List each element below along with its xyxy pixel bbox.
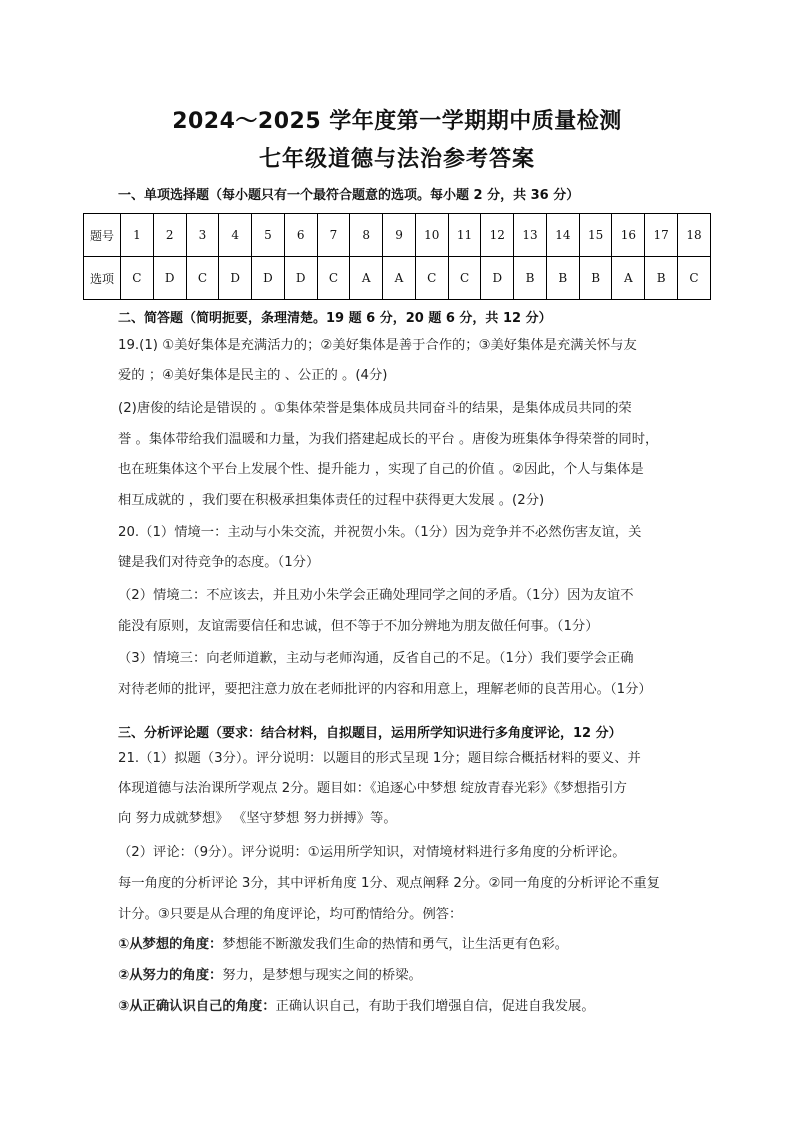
- q21-part1-line: 向 努力成就梦想》 《坚守梦想 努力拼搏》等。: [118, 811, 397, 826]
- answer-cell: A: [383, 257, 416, 300]
- number-cell: 4: [219, 214, 252, 257]
- answer-cell: D: [153, 257, 186, 300]
- answer-cell: A: [612, 257, 645, 300]
- page-title: 2024～2025 学年度第一学期期中质量检测: [172, 109, 622, 134]
- example-answer-1: [118, 935, 678, 955]
- q21-part2-line: 计分。③只要是从合理的角度评论，均可酌情给分。例答：: [118, 907, 463, 922]
- q20-part3-line: 对待老师的批评，要把注意力放在老师批评的内容和用意上，理解老师的良苦用心。（1分）: [118, 682, 652, 697]
- number-cell: 14: [546, 214, 579, 257]
- q21-part1-line: 21.（1）拟题（3分）。评分说明：以题目的形式呈现 1分；题目综合概括材料的要义、并: [118, 751, 641, 766]
- q20-part2-line: 能没有原则，友谊需要信任和忠诚，但不等于不加分辨地为朋友做任何事。（1分）: [118, 619, 599, 634]
- q20-part1-line: 键是我们对待竞争的态度。（1分）: [118, 555, 320, 570]
- question-number-row: [84, 214, 711, 257]
- number-cell: 3: [186, 214, 219, 257]
- number-cell: 5: [252, 214, 285, 257]
- answer-cell: B: [645, 257, 678, 300]
- q19-part2-line: 相互成就的 ，我们要在积极承担集体责任的过程中获得更大发展 。(2分): [118, 493, 545, 508]
- q19-part2-line: (2)唐俊的结论是错误的 。①集体荣誉是集体成员共同奋斗的结果，是集体成员共同的荣: [118, 401, 632, 416]
- answer-cell: B: [579, 257, 612, 300]
- section2-heading: 二、简答题（简明扼要，条理清楚。19 题 6 分，20 题 6 分，共 12 分）: [118, 311, 552, 326]
- q20-part1-line: 20.（1）情境一：主动与小朱交流，并祝贺小朱。（1分）因为竞争并不必然伤害友谊，关: [118, 525, 642, 540]
- example-answer-3: [118, 997, 678, 1017]
- answer-cell: C: [317, 257, 350, 300]
- q19-part1-line: 爱的 ；④美好集体是民主的 、公正的 。(4分): [118, 368, 388, 383]
- example-1-text: 梦想能不断激发我们生命的热情和勇气，让生活更有色彩。: [222, 937, 569, 952]
- answer-cell: D: [219, 257, 252, 300]
- q21-part2-line: （2）评论：（9分）。评分说明：①运用所学知识，对情境材料进行多角度的分析评论。: [118, 845, 626, 860]
- q19-part2-line: 也在班集体这个平台上发展个性、提升能力 ，实现了自己的价值 。②因此，个人与集体是: [118, 462, 644, 477]
- number-cell: 10: [415, 214, 448, 257]
- example-1-label: ①从梦想的角度：: [118, 937, 223, 952]
- number-cell: 2: [153, 214, 186, 257]
- number-cell: 15: [579, 214, 612, 257]
- answer-cell: C: [121, 257, 154, 300]
- q20-part3-line: （3）情境三：向老师道歉，主动与老师沟通，反省自己的不足。（1分）我们要学会正确: [118, 651, 634, 666]
- answer-cell: D: [481, 257, 514, 300]
- answer-cell: C: [186, 257, 219, 300]
- number-cell: 8: [350, 214, 383, 257]
- number-cell: 16: [612, 214, 645, 257]
- section1-heading: 一、单项选择题（每小题只有一个最符合题意的选项。每小题 2 分，共 36 分）: [118, 188, 580, 203]
- row-label-number: 题号: [84, 214, 121, 257]
- row-label-answer: 选项: [84, 257, 121, 300]
- number-cell: 11: [448, 214, 481, 257]
- example-2-label: ②从努力的角度：: [118, 968, 223, 983]
- number-cell: 13: [514, 214, 547, 257]
- answer-cell: C: [678, 257, 711, 300]
- section3-heading: 三、分析评论题（要求：结合材料，自拟题目，运用所学知识进行多角度评论，12 分）: [118, 726, 622, 741]
- number-cell: 18: [678, 214, 711, 257]
- number-cell: 1: [121, 214, 154, 257]
- example-2-text: 努力，是梦想与现实之间的桥梁。: [222, 968, 422, 983]
- answer-cell: D: [252, 257, 285, 300]
- page-subtitle: 七年级道德与法治参考答案: [258, 147, 535, 172]
- number-cell: 17: [645, 214, 678, 257]
- number-cell: 7: [317, 214, 350, 257]
- q21-part1-line: 体现道德与法治课所学观点 2分。题目如：《追逐心中梦想 绽放青春光彩》《梦想指引方: [118, 781, 627, 796]
- number-cell: 6: [284, 214, 317, 257]
- answer-row: [84, 257, 711, 300]
- answer-table: [83, 213, 711, 300]
- answer-cell: C: [448, 257, 481, 300]
- example-answer-2: [118, 966, 678, 986]
- number-cell: 12: [481, 214, 514, 257]
- q21-part2-line: 每一角度的分析评论 3分，其中评析角度 1分、观点阐释 2分。②同一角度的分析评论不重复: [118, 876, 660, 891]
- q19-part1-line: 19.(1) ①美好集体是充满活力的；②美好集体是善于合作的；③美好集体是充满关怀与友: [118, 338, 637, 353]
- answer-cell: A: [350, 257, 383, 300]
- q19-part2-line: 誉 。集体带给我们温暖和力量，为我们搭建起成长的平台 。唐俊为班集体争得荣誉的同时，: [118, 432, 659, 447]
- answer-cell: B: [546, 257, 579, 300]
- example-3-label: ③从正确认识自己的角度：: [118, 999, 276, 1014]
- answer-cell: D: [284, 257, 317, 300]
- q20-part2-line: （2）情境二：不应该去，并且劝小朱学会正确处理同学之间的矛盾。（1分）因为友谊不: [118, 588, 634, 603]
- number-cell: 9: [383, 214, 416, 257]
- answer-cell: B: [514, 257, 547, 300]
- answer-cell: C: [415, 257, 448, 300]
- example-3-text: 正确认识自己，有助于我们增强自信，促进自我发展。: [275, 999, 595, 1014]
